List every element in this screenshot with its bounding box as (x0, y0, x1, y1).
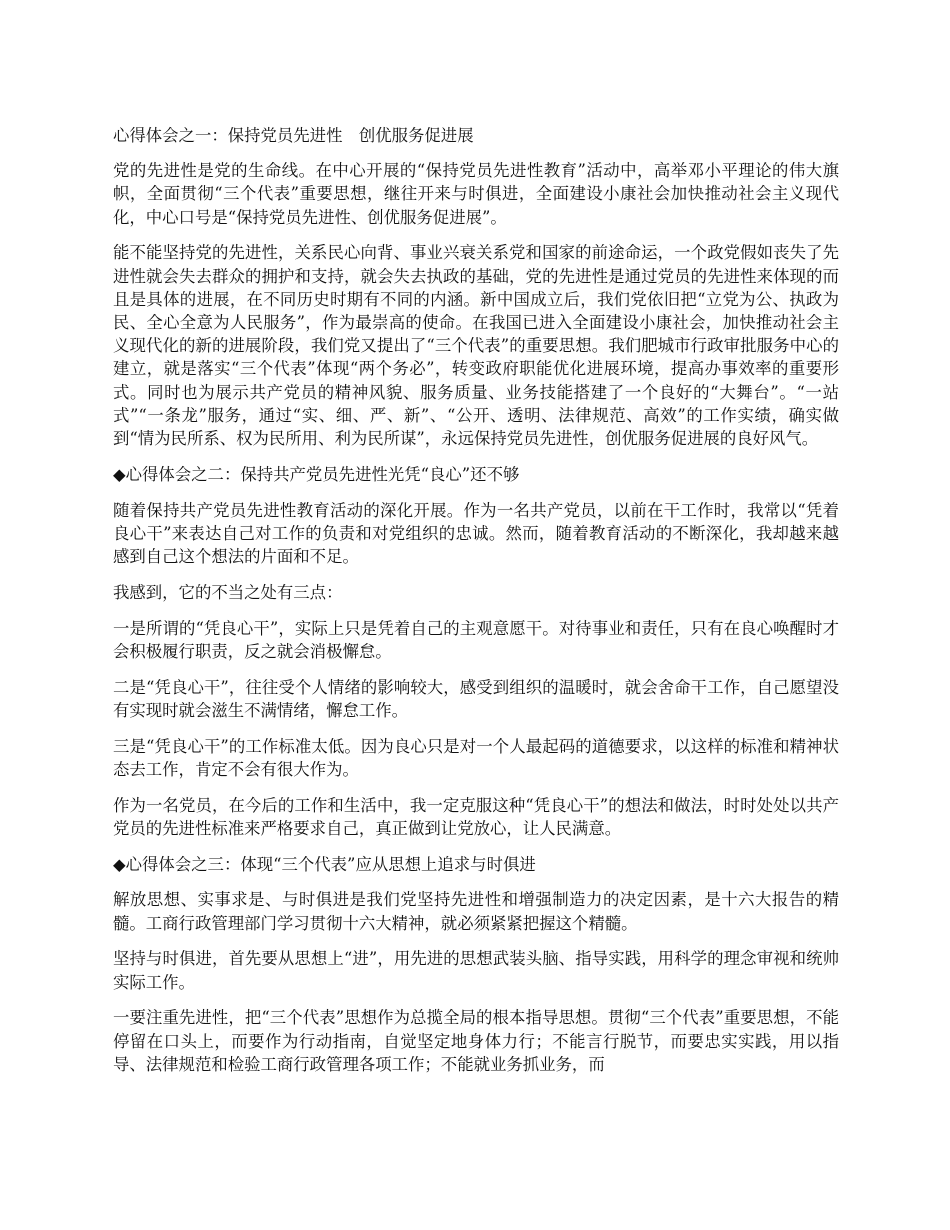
paragraph: 二是“凭良心干”，往往受个人情绪的影响较大，感受到组织的温暖时，就会舍命干工作，自己愿望没有实现时就会滋生不满情绪，懈怠工作。 (113, 677, 839, 720)
paragraph: 坚持与时俱进，首先要从思想上“进”，用先进的思想武装头脑、指导实践，用科学的理念审视和统帅实际工作。 (113, 949, 839, 992)
paragraph: 我感到，它的不当之处有三点： (113, 582, 343, 602)
document-page (113, 124, 839, 1089)
paragraph: 一要注重先进性，把“三个代表”思想作为总揽全局的根本指导思想。贯彻“三个代表”重要思想，不能停留在口头上，而要作为行动指南，自觉坚定地身体力行；不能言行脱节，而要忠实实践，用以指导、法律规范和检验工商行政管理各项工作；不能就业务抓业务，而 (113, 1008, 839, 1074)
paragraph: 随着保持共产党员先进性教育活动的深化开展。作为一名共产党员，以前在干工作时，我常以“凭着良心干”来表达自己对工作的负责和对党组织的忠诚。然而，随着教育活动的不断深化，我却越来越感到自己这个想法的片面和不足。 (113, 500, 839, 567)
paragraph: 党的先进性是党的生命线。在中心开展的“保持党员先进性教育”活动中，高举邓小平理论的伟大旗帜，全面贯彻“三个代表”重要思想，继往开来与时俱进，全面建设小康社会加快推动社会主义现代化，中心口号是“保持党员先进性、创优服务促进展”。 (113, 161, 839, 227)
paragraph: 作为一名党员，在今后的工作和生活中，我一定克服这种“凭良心干”的想法和做法，时时处处以共产党员的先进性标准来严格要求自己，真正做到让党放心，让人民满意。 (113, 795, 839, 838)
paragraph: 解放思想、实事求是、与时俱进是我们党坚持先进性和增强制造力的决定因素，是十六大报告的精髓。工商行政管理部门学习贯彻十六大精神，就必须紧紧把握这个精髓。 (113, 890, 839, 933)
section-heading: 心得体会之一：保持党员先进性 创优服务促进展 (113, 126, 474, 145)
paragraph: 三是“凭良心干”的工作标准太低。因为良心只是对一个人最起码的道德要求，以这样的标准和精神状态去工作，肯定不会有很大作为。 (113, 736, 839, 779)
paragraph: 能不能坚持党的先进性，关系民心向背、事业兴衰关系党和国家的前途命运，一个政党假如丧失了先进性就会失去群众的拥护和支持，就会失去执政的基础，党的先进性是通过党员的先进性来体现的而且是具体的进展，在不同历史时期有不同的内涵。新中国成立后，我们党依旧把“立党为公、执政为民、全心全意为人民服务”，作为最崇高的使命。在我国已进入全面建设小康社会，加快推动社会主义现代化的新的进展阶段，我们党又提出了“三个代表”的重要思想。我们肥城市行政审批服务中心的建立，就是落实“三个代表”体现“两个务必”，转变政府职能优化进展环境，提高办事效率的重要形式。同时也为展示共产党员的精神风貌、服务质量、业务技能搭建了一个良好的“大舞台”。“一站式”“一条龙”服务，通过“实、细、严、新”、“公开、透明、法律规范、高效”的工作实绩，确实做到“情为民所系、权为民所用、利为民所谋”，永远保持党员先进性，创优服务促进展的良好风气。 (113, 243, 839, 449)
paragraph: 一是所谓的“凭良心干”，实际上只是凭着自己的主观意愿干。对待事业和责任，只有在良心唤醒时才会积极履行职责，反之就会消极懈怠。 (113, 618, 839, 661)
section-heading: ◆心得体会之二：保持共产党员先进性光凭“良心”还不够 (113, 464, 520, 484)
section-heading: ◆心得体会之三：体现“三个代表”应从思想上追求与时俱进 (113, 854, 536, 874)
